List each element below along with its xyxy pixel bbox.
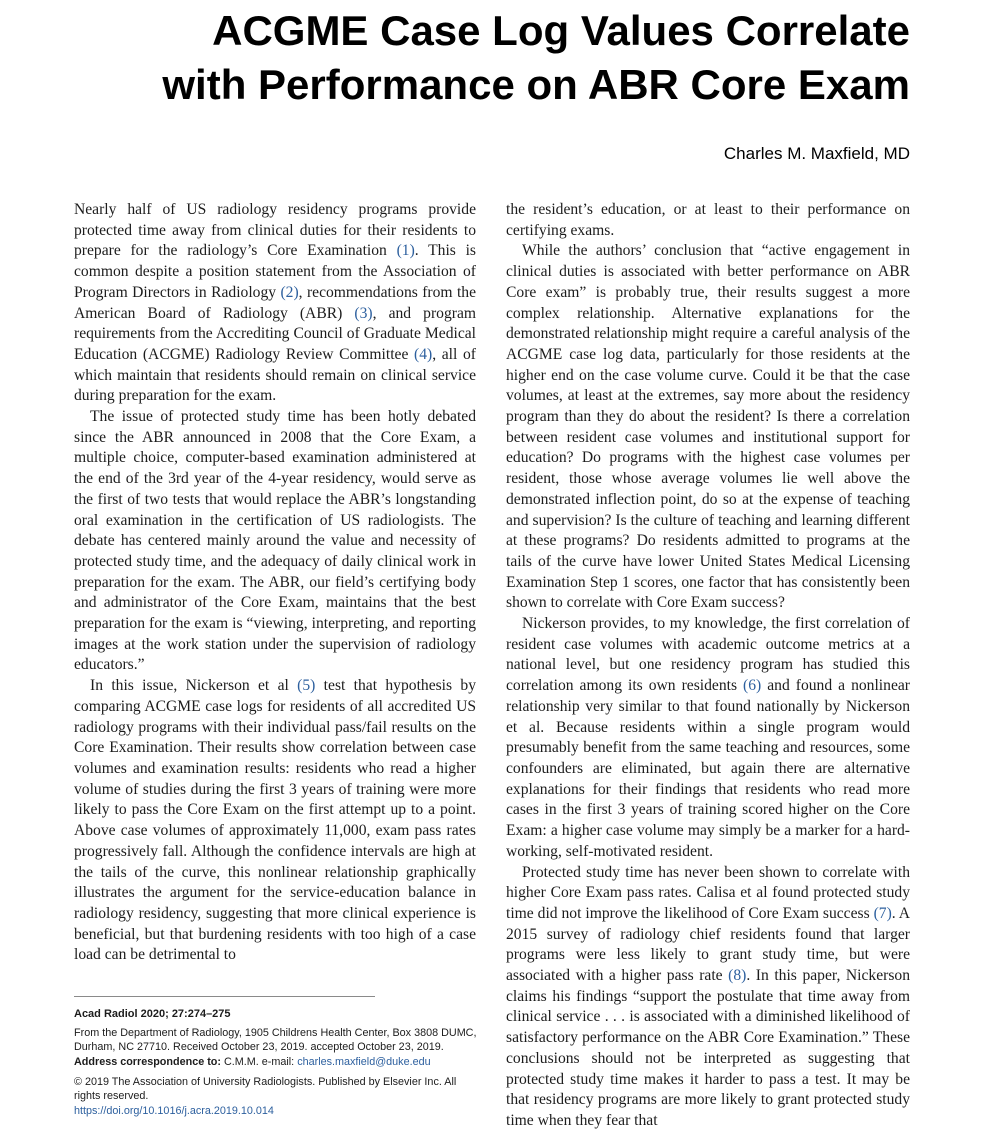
reference-link-5[interactable]: (5) [297,677,316,695]
footnote-divider [74,996,375,997]
left-column [74,200,476,966]
reference-link-3[interactable]: (3) [354,304,373,322]
reference-link-2[interactable]: (2) [280,283,299,301]
journal-citation: Acad Radiol 2020; 27:274–275 [74,1008,231,1020]
text-segment: , all of which maintain that residents should remain on clinical service during preparation for the exam. [74,345,476,405]
correspondence-label: Address correspondence to: [74,1055,221,1068]
text-segment: In this issue, Nickerson et al [90,677,298,695]
author-name: Charles M. Maxfield, MD [723,144,910,163]
right-column [506,200,910,1132]
reference-link-7[interactable]: (7) [873,904,892,922]
paragraph-protected-time: The issue of protected study time has been hotly debated since the ABR announced in 2008 that the Core Exam, a multiple choice, computer-based examination administered at the end of the 3rd year of the 4-year residency, would serve as the first of two tests that would replace the ABR’s longstanding oral examination in the certification of US radiologists. The debate has centered mainly around the value and necessity of protected study time, and the adequacy of daily clinical work in preparation for the exam. The ABR, our field’s certifying body and administrator of the Core Exam, maintains that the best preparation for the exam is “viewing, interpreting, and reporting images at the work station under the supervision of radiology educators.” [74,408,476,674]
paragraph-single-program [506,614,910,862]
paragraph-study-time [506,863,910,1132]
reference-link-4[interactable]: (4) [414,345,433,363]
title-line-2: with Performance on ABR Core Exam [162,61,910,108]
text-segment: . In this paper, Nickerson claims his findings “support the postulate that time away from clinical service . . . is associated with a diminished likelihood of satisfactory performance on the ABR Core Examination.” These conclusions should not be interpreted as suggesting that protected study time makes it harder to pass a test. It may be that residency programs are more likely to grant protected study time when they fear that [506,967,910,1129]
correspondence-text: C.M.M. e-mail: [221,1055,298,1068]
paragraph-continued: the resident’s education, or at least to their performance on certifying exams. [506,201,910,239]
paragraph-alternative-explanations: While the authors’ conclusion that “active engagement in clinical duties is associated with better performance on ABR Core exam” is probably true, their results suggest a more complex relationship. Alternative explanations for the demonstrated relationship might require a careful analysis of the ACGME case log data, particularly for those residents at the higher end on the case volume curve. Could it be that the case volumes, at least at the extremes, say more about the residency program than they do about the resident? Is there a correlation between resident case volumes and institutional support for education? Do programs with the highest case volumes per resident, those whose average volumes lie well above the demonstrated inflection point, do so at the expense of teaching and supervision? Is the culture of teaching and learning different at these programs? Do residents admitted to programs at the tails of the curve have lower United States Medical Licensing Examination Step 1 scores, one factor that has consistently been shown to correlate with Core Exam success? [506,242,910,612]
text-segment: Nickerson provides, to my knowledge, the first correlation of resident case volumes with academic outcome metrics at a national level, but one residency program has studied this correlation among its own residents [506,615,910,695]
text-segment: Protected study time has never been shown to correlate with higher Core Exam pass rates. Calisa et al found protected study time did not improve the likelihood of Core Exam success [506,863,910,922]
text-segment: . This is common despite a position statement from the Association of Program Directors in Radiology [74,242,476,301]
affiliation-note [74,1026,478,1069]
reference-link-8[interactable]: (8) [728,967,747,985]
article-title [40,4,910,112]
reference-link-1[interactable]: (1) [396,242,415,260]
text-segment: and found a nonlinear relationship very similar to that found nationally by Nickerson et al. Because residents within a single program would presumably benefit from the same teaching and resources, some confounders are eliminated, but again there are alternative explanations for their findings that residents who read more cases in the first 3 years of training scored higher on the Core Exam: a higher case volume may simply be a marker for a hard-working, self-motivated resident. [506,677,910,860]
text-segment: test that hypothesis by comparing ACGME case logs for residents of all accredited US radiology programs with their individual pass/fail results on the Core Examination. Their results show correlation between case volumes and examination results: residents who read a higher volume of studies during the first 3 years of training were more likely to pass the Core Exam on the first attempt up to a point. Above case volumes of approximately 11,000, exam pass rates progressively fall. Although the confidence intervals are high at the tails of the curve, this nonlinear relationship graphically illustrates the argument for the service-education balance in radiology residency, suggesting that more clinical experience is beneficial, but that burdening residents with too high of a case load can be detrimental to [74,677,477,964]
affiliation-text: From the Department of Radiology, 1905 Childrens Health Center, Box 3808 DUMC, Durham, NC 27710. Received October 23, 2019. accepted October 23, 2019. [74,1027,477,1054]
text-segment: , and program requirements from the Accrediting Council of Graduate Medical Education (ACGME) Radiology Review Committee [74,304,476,363]
paragraph-nickerson [74,676,476,966]
title-line-1: ACGME Case Log Values Correlate [212,7,910,54]
copyright-note [74,1075,478,1118]
doi-link[interactable]: https://doi.org/10.1016/j.acra.2019.10.014 [74,1104,274,1117]
text-segment: , recommendations from the American Board of Radiology (ABR) [74,283,477,322]
copyright-text: © 2019 The Association of University Radiologists. Published by Elsevier Inc. All rights reserved. [74,1076,457,1103]
reference-link-6[interactable]: (6) [743,677,762,695]
text-segment: Nearly half of US radiology residency programs provide protected time away from clinical duties for their residents to prepare for the radiology’s Core Examination [74,201,476,260]
paragraph-intro [74,200,476,407]
text-segment: . A 2015 survey of radiology chief residents found that larger programs were less likely to grant study time, but were associated with a higher pass rate [506,904,910,985]
email-link[interactable]: charles.maxfield@duke.edu [297,1055,431,1068]
